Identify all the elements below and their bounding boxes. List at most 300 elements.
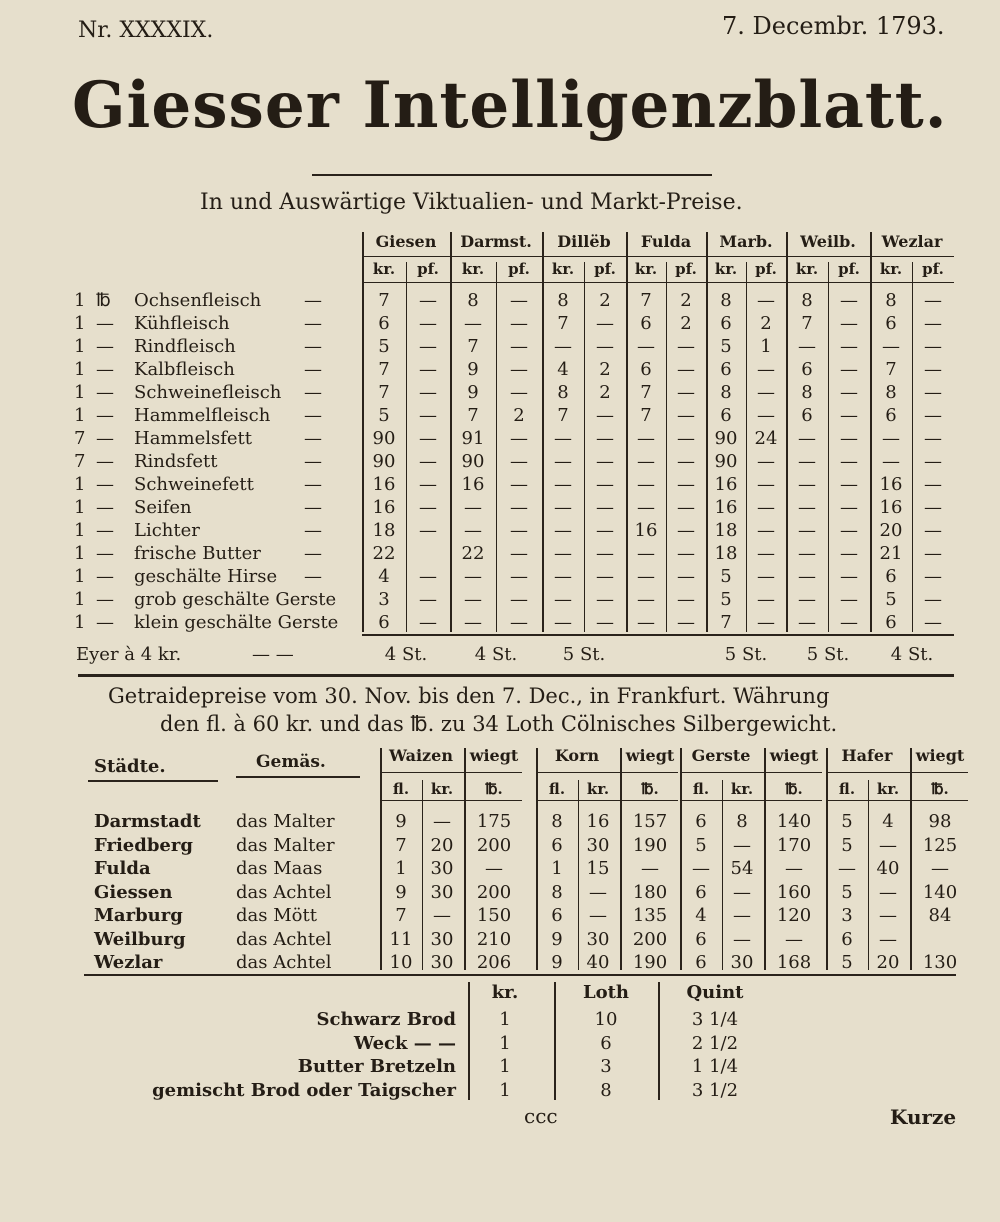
price-pf: — (510, 451, 528, 472)
unit-fl-header: fl. (548, 780, 566, 798)
grain-heading-2: den fl. à 60 kr. und das ℔. zu 34 Loth Cölnisches Silbergewicht. (160, 712, 838, 736)
item-unit: ℔ (96, 290, 111, 311)
town-header: Dillëb (557, 232, 611, 251)
grain-town: Friedberg (94, 834, 193, 856)
price-pf: 1 (760, 336, 772, 357)
bread-item-name: Schwarz Brod (316, 1009, 456, 1030)
price-pf: — (677, 405, 695, 426)
unit-pf-header: pf. (594, 260, 616, 278)
price-kr: — (589, 881, 607, 903)
weight-lb: 180 (632, 881, 668, 903)
price-kr: — (798, 451, 816, 472)
price-kr: 7 (801, 313, 813, 334)
price-pf: — (924, 566, 942, 587)
price-pf: — (419, 612, 437, 633)
item-dash: — (304, 359, 322, 380)
price-kr: — (882, 428, 900, 449)
price-kr: 18 (372, 520, 396, 541)
price-pf: — (924, 543, 942, 564)
price-kr: — (798, 497, 816, 518)
price-pf: — (510, 474, 528, 495)
price-pf: — (757, 520, 775, 541)
wiegt-header: wiegt (915, 746, 965, 765)
item-name: Kalbfleisch (134, 359, 235, 380)
unit-lb-header: ℔. (931, 780, 949, 798)
price-fl: 10 (389, 952, 413, 973)
column-staedte: Städte. (94, 756, 166, 777)
price-kr: 91 (461, 428, 485, 449)
grain-header-rule (680, 772, 822, 773)
grain-town: Darmstadt (94, 811, 201, 832)
price-pf: — (840, 451, 858, 472)
price-kr: 4 (378, 566, 390, 587)
item-dash: — (304, 336, 322, 357)
price-kr: — (879, 905, 897, 926)
price-kr: — (554, 474, 572, 495)
unit-kr-header: kr. (876, 780, 900, 798)
price-kr: — (554, 612, 572, 633)
item-name: Hammelfleisch (134, 405, 271, 426)
price-kr: 8 (736, 811, 748, 832)
weight-lb: — (785, 928, 803, 950)
grain-measure: das Maas (236, 858, 323, 879)
price-kr: 6 (801, 405, 813, 426)
grain-bottom-rule (84, 974, 956, 976)
item-qty: 1 (74, 290, 86, 311)
price-pf: — (419, 428, 437, 449)
price-kr: 8 (720, 290, 732, 311)
item-dash: — (304, 428, 322, 449)
price-kr: — (798, 566, 816, 587)
price-pf: — (840, 336, 858, 357)
price-kr: 30 (430, 881, 454, 903)
price-kr: — (464, 520, 482, 541)
price-pf: — (840, 520, 858, 541)
price-pf: — (840, 405, 858, 426)
price-pf: — (510, 359, 528, 380)
unit-kr-header: kr. (730, 780, 754, 798)
item-dash: — (304, 497, 322, 518)
weight-lb: 210 (476, 928, 512, 950)
grain-measure: das Malter (236, 811, 335, 832)
price-kr: 18 (714, 520, 738, 541)
price-kr: 90 (372, 428, 396, 449)
weight-lb: 140 (776, 811, 812, 832)
table-bottom-rule (362, 634, 954, 636)
price-pf: — (840, 313, 858, 334)
price-kr: — (733, 905, 751, 926)
unit-kr-header: kr. (714, 260, 738, 278)
weight-lb: — (641, 858, 659, 879)
bread-item-name: gemischt Brod oder Taigscher (152, 1079, 456, 1101)
issue-number: Nr. XXXXIX. (78, 18, 214, 43)
price-pf: — (510, 520, 528, 541)
price-fl: 7 (395, 834, 407, 856)
price-pf: — (419, 405, 437, 426)
item-name: Schweinefett (134, 474, 254, 495)
price-kr: — (882, 336, 900, 357)
price-kr: 5 (720, 589, 732, 610)
price-pf: — (596, 566, 614, 587)
item-dash: — (304, 451, 322, 472)
price-pf: — (840, 589, 858, 610)
price-pf: 2 (599, 382, 611, 403)
item-dash: — (304, 313, 322, 334)
grain-header-rule (826, 772, 968, 773)
price-kr: 6 (885, 612, 897, 633)
price-pf: — (757, 497, 775, 518)
price-pf: — (677, 382, 695, 403)
item-name: Seifen (134, 497, 192, 518)
price-pf: — (840, 382, 858, 403)
price-pf: 2 (760, 313, 772, 334)
item-qty: 1 (74, 313, 86, 334)
price-pf: — (677, 543, 695, 564)
price-kr: 6 (720, 405, 732, 426)
bread-weight-loth: 3 (600, 1056, 612, 1077)
weight-lb: 175 (476, 811, 512, 832)
eggs-count: 4 St. (890, 644, 934, 665)
price-kr: 4 (557, 359, 569, 380)
price-fl: 6 (695, 928, 707, 950)
item-unit: — (96, 566, 114, 587)
grain-heading-1: Getraidepreise vom 30. Nov. bis den 7. Dec., in Frankfurt. Währung (108, 684, 830, 708)
price-pf: — (510, 589, 528, 610)
price-kr: 90 (714, 428, 738, 449)
price-kr: — (637, 336, 655, 357)
price-pf: — (677, 336, 695, 357)
price-fl: — (838, 858, 856, 879)
item-qty: 7 (74, 428, 86, 449)
price-kr: 16 (714, 474, 738, 495)
price-pf: — (757, 589, 775, 610)
price-pf: — (596, 497, 614, 518)
bread-item-name: Weck — — (353, 1032, 456, 1054)
price-pf: — (596, 451, 614, 472)
weight-lb: — (931, 858, 949, 879)
price-kr: 16 (372, 474, 396, 495)
item-unit: — (96, 497, 114, 518)
grain-town: Giessen (94, 881, 173, 903)
price-kr: — (733, 881, 751, 903)
price-kr: — (637, 566, 655, 587)
price-kr: — (798, 428, 816, 449)
bread-price-kr: 1 (499, 1079, 511, 1101)
grain-subheader-rule (380, 800, 522, 801)
price-pf: — (510, 497, 528, 518)
item-dash: — (304, 520, 322, 541)
price-kr: 8 (557, 290, 569, 311)
price-pf: — (924, 405, 942, 426)
bread-weight-quint: 3 1/2 (691, 1079, 739, 1101)
price-kr: 8 (801, 382, 813, 403)
price-pf: — (840, 566, 858, 587)
price-pf: — (757, 405, 775, 426)
item-unit: — (96, 428, 114, 449)
price-kr: 30 (730, 952, 754, 973)
price-pf: — (510, 313, 528, 334)
issue-date: 7. Decembr. 1793. (722, 12, 945, 40)
price-fl: 9 (551, 952, 563, 973)
price-pf: 24 (754, 428, 778, 449)
price-kr: — (798, 543, 816, 564)
price-kr: — (464, 566, 482, 587)
price-fl: 9 (395, 881, 407, 903)
item-name: klein geschälte Gerste (134, 612, 339, 633)
price-kr: 16 (586, 811, 610, 832)
catchword: Kurze (890, 1105, 957, 1129)
price-kr: 6 (720, 359, 732, 380)
grain-name-header: Gerste (691, 746, 751, 765)
weight-lb: 170 (776, 834, 812, 856)
price-pf: 2 (599, 290, 611, 311)
price-pf: — (419, 313, 437, 334)
item-name: Lichter (134, 520, 200, 541)
price-pf: — (510, 382, 528, 403)
price-pf: — (677, 497, 695, 518)
price-pf: — (510, 566, 528, 587)
grain-measure: das Achtel (236, 881, 332, 903)
item-unit: — (96, 313, 114, 334)
price-pf: 2 (680, 313, 692, 334)
newspaper-title: Giesser Intelligenzblatt. (72, 68, 948, 143)
price-pf: — (419, 382, 437, 403)
price-kr: 7 (640, 290, 652, 311)
price-pf: — (840, 612, 858, 633)
price-pf: — (677, 451, 695, 472)
price-kr: — (464, 497, 482, 518)
price-kr: 5 (720, 336, 732, 357)
price-kr: — (554, 451, 572, 472)
weight-lb: 125 (922, 834, 958, 856)
price-pf: — (924, 313, 942, 334)
price-kr: — (637, 612, 655, 633)
price-kr: 7 (378, 290, 390, 311)
eggs-count: 5 St. (724, 644, 768, 665)
price-pf: — (757, 566, 775, 587)
weight-lb: 160 (776, 881, 812, 903)
eggs-count: 4 St. (384, 644, 428, 665)
unit-pf-header: pf. (755, 260, 777, 278)
unit-lb-header: ℔. (641, 780, 659, 798)
bread-weight-loth: 10 (594, 1009, 618, 1030)
price-kr: 6 (720, 313, 732, 334)
item-name: geschälte Hirse (134, 566, 278, 587)
price-fl: 5 (841, 881, 853, 903)
price-kr: 8 (801, 290, 813, 311)
item-unit: — (96, 451, 114, 472)
item-qty: 1 (74, 566, 86, 587)
price-kr: 90 (714, 451, 738, 472)
price-kr: 16 (879, 497, 903, 518)
price-pf: — (596, 336, 614, 357)
price-pf: — (510, 290, 528, 311)
price-kr: — (882, 451, 900, 472)
price-fl: 5 (695, 834, 707, 856)
bread-header: kr. (491, 982, 519, 1003)
item-qty: 1 (74, 405, 86, 426)
weight-lb: 200 (476, 881, 512, 903)
price-kr: — (554, 543, 572, 564)
price-kr: — (637, 451, 655, 472)
unit-pf-header: pf. (508, 260, 530, 278)
price-fl: 6 (695, 881, 707, 903)
bread-weight-quint: 2 1/2 (691, 1032, 739, 1054)
bread-header: Loth (582, 982, 630, 1003)
price-pf: — (596, 428, 614, 449)
price-kr: 7 (378, 359, 390, 380)
price-kr: 7 (467, 405, 479, 426)
unit-pf-header: pf. (838, 260, 860, 278)
price-pf: — (419, 359, 437, 380)
item-qty: 1 (74, 497, 86, 518)
price-pf: — (419, 474, 437, 495)
price-kr: — (637, 428, 655, 449)
price-kr: 7 (378, 382, 390, 403)
price-kr: — (879, 834, 897, 856)
price-fl: 5 (841, 834, 853, 856)
unit-kr-header: kr. (795, 260, 819, 278)
bread-weight-quint: 3 1/4 (691, 1009, 739, 1030)
price-fl: 3 (841, 905, 853, 926)
grain-header-rule (380, 772, 522, 773)
header-rule (362, 256, 954, 257)
grain-header-rule (536, 772, 678, 773)
price-pf: — (840, 497, 858, 518)
price-kr: 5 (720, 566, 732, 587)
price-pf: — (677, 589, 695, 610)
town-header: Fulda (640, 232, 692, 251)
town-header: Marb. (719, 232, 773, 251)
price-kr: — (637, 474, 655, 495)
price-kr: — (554, 428, 572, 449)
price-kr: — (554, 497, 572, 518)
price-kr: — (554, 520, 572, 541)
price-pf: — (757, 474, 775, 495)
price-pf: — (924, 474, 942, 495)
price-kr: — (733, 928, 751, 950)
weight-lb: 200 (476, 834, 512, 856)
unit-kr-header: kr. (372, 260, 396, 278)
price-pf: — (596, 589, 614, 610)
weight-lb: 135 (632, 905, 668, 926)
eggs-dashes: — — (252, 644, 294, 665)
item-name: Ochsenfleisch (134, 290, 262, 311)
weight-lb: 190 (632, 834, 668, 856)
price-kr: — (589, 905, 607, 926)
price-pf: — (510, 612, 528, 633)
title-rule (312, 174, 712, 176)
victuals-heading: In und Auswärtige Viktualien- und Markt-Preise. (200, 190, 743, 215)
price-kr: 6 (801, 359, 813, 380)
price-kr: 16 (714, 497, 738, 518)
grain-measure: das Achtel (236, 928, 332, 950)
weight-lb: 190 (632, 952, 668, 973)
price-pf: — (677, 566, 695, 587)
grain-subheader-rule (680, 800, 822, 801)
price-kr: — (554, 336, 572, 357)
weight-lb: 120 (776, 905, 812, 926)
price-kr: 6 (378, 612, 390, 633)
eggs-count: 5 St. (562, 644, 606, 665)
grain-subheader-rule (826, 800, 968, 801)
price-kr: — (464, 589, 482, 610)
price-kr: — (554, 566, 572, 587)
price-pf: — (677, 474, 695, 495)
price-kr: 6 (885, 405, 897, 426)
price-kr: — (637, 589, 655, 610)
price-pf: — (757, 612, 775, 633)
unit-kr-header: kr. (879, 260, 903, 278)
price-kr: 7 (640, 405, 652, 426)
grain-town: Fulda (94, 858, 151, 879)
price-fl: 8 (551, 881, 563, 903)
item-name: Hammelsfett (134, 428, 252, 449)
grain-name-header: Korn (554, 746, 600, 765)
price-pf: — (924, 290, 942, 311)
price-kr: — (464, 612, 482, 633)
price-pf: — (840, 359, 858, 380)
price-pf: — (840, 290, 858, 311)
section-divider (78, 674, 954, 677)
price-pf: — (677, 612, 695, 633)
gemaes-underline (236, 776, 360, 778)
price-kr: 3 (378, 589, 390, 610)
item-dash: — (304, 290, 322, 311)
price-pf: — (924, 612, 942, 633)
price-kr: 20 (876, 952, 900, 973)
item-unit: — (96, 520, 114, 541)
price-kr: 8 (720, 382, 732, 403)
price-kr: — (879, 881, 897, 903)
unit-kr-header: kr. (586, 780, 610, 798)
item-unit: — (96, 543, 114, 564)
item-dash: — (304, 566, 322, 587)
price-pf: — (757, 451, 775, 472)
grain-measure: das Achtel (236, 952, 332, 973)
price-kr: — (554, 589, 572, 610)
price-kr: 8 (885, 382, 897, 403)
price-fl: 5 (841, 811, 853, 832)
price-fl: — (692, 858, 710, 879)
item-unit: — (96, 589, 114, 610)
item-qty: 1 (74, 543, 86, 564)
bread-weight-quint: 1 1/4 (691, 1056, 739, 1077)
price-fl: 6 (551, 905, 563, 926)
price-kr: 9 (467, 359, 479, 380)
price-kr: 18 (714, 543, 738, 564)
town-header: Weilb. (800, 232, 856, 251)
price-kr: 30 (586, 834, 610, 856)
price-kr: 40 (876, 858, 900, 879)
price-pf: — (596, 612, 614, 633)
price-pf: — (840, 428, 858, 449)
item-dash: — (304, 382, 322, 403)
price-fl: 6 (695, 952, 707, 973)
price-kr: 54 (730, 858, 754, 879)
price-pf: — (419, 290, 437, 311)
item-qty: 1 (74, 612, 86, 633)
eggs-count: 5 St. (806, 644, 850, 665)
price-kr: 8 (467, 290, 479, 311)
price-kr: 30 (586, 928, 610, 950)
weight-lb: 206 (476, 952, 512, 973)
item-qty: 1 (74, 359, 86, 380)
price-pf: 2 (513, 405, 525, 426)
grain-measure: das Mött (236, 905, 317, 926)
price-pf: — (840, 474, 858, 495)
wiegt-header: wiegt (769, 746, 819, 765)
